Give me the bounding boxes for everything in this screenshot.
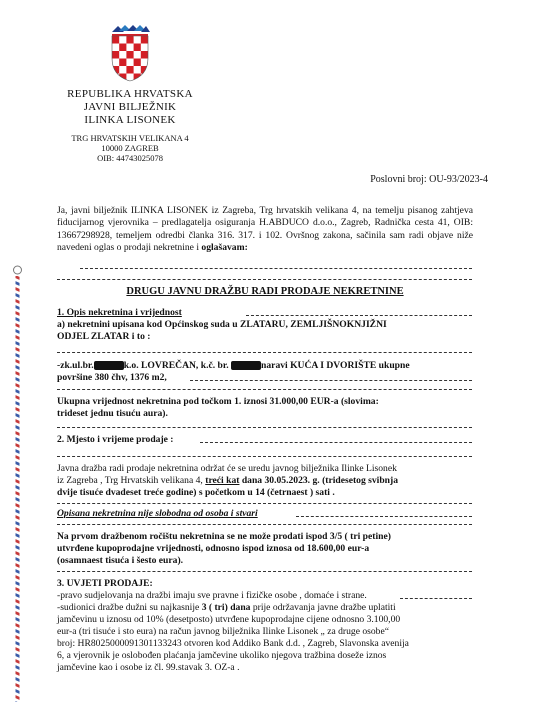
office-header (40, 88, 220, 127)
section-1a-line-2: ODJEL ZLATAR i to : (57, 331, 151, 342)
section-3-heading: 3. UVJETI PRODAJE: (57, 578, 153, 589)
section-1a-line-1: a) nekretnini upisana kod Općinskog suda u ZLATARU, ZEMLJIŠNOKNJIŽNI (57, 319, 387, 330)
header-line-6: OIB: 44743025078 (97, 152, 163, 163)
section-2-heading: 2. Mjesto i vrijeme prodaje : (57, 434, 174, 445)
office-address (40, 134, 220, 163)
coat-of-arms-icon (108, 24, 152, 82)
minimum-price-line-3: (osamnaest tisuća i šesto eura). (57, 555, 184, 566)
conditions-line-1: -pravo sudjelovanja na dražbi imaju sve pravne i fizičke osobe , domaće i strane. (57, 590, 367, 601)
document-title: DRUGU JAVNU DRAŽBU RADI PRODAJE NEKRETNINE (126, 286, 404, 297)
divider (57, 352, 472, 353)
conditions-line-7: jamčevine kao i osobe iz čl. 99.stavak 3. OZ-a . (57, 662, 240, 673)
redacted-block (231, 361, 261, 370)
intro-end: oglašavam: (201, 241, 248, 253)
divider (57, 389, 472, 390)
conditions-line-5: broj: HR8025000091301133243 otvoren kod Addiko Bank d.d. , Zagreb, Slavonska avenija (57, 638, 409, 649)
header-line-1: REPUBLIKA HRVATSKA (67, 88, 193, 100)
land-registry-entry: -zk.ul.br. k.o. LOVREČAN, k.č. br. naravi KUĆA I DVORIŠTE ukupne (57, 360, 410, 371)
header-line-5: 10000 ZAGREB (101, 142, 159, 153)
minimum-price-line-2: utvrđene kupoprodajne vrijednosti, odnosno ispod iznosa od 18.600,00 eur-a (57, 543, 370, 554)
conditions-line-6: 6, a vjerovnik je oslobođen plaćanja jamčevine ukoliko njegova tražbina doseže iznos (57, 650, 387, 661)
conditions-line-3: jamčevinu u iznosu od 10% (desetposto) utvrđene kupoprodajne cijene odnosno 3.100,00 (57, 614, 401, 625)
auction-place-line-3: dvije tisuće dvadeset treće godine) s početkom u 14 (četrnaest ) sati . (57, 487, 335, 498)
divider (80, 268, 472, 269)
divider (57, 571, 472, 572)
header-line-4: TRG HRVATSKIH VELIKANA 4 (71, 133, 189, 143)
divider (57, 456, 472, 457)
conditions-line-2: -sudionici dražbe dužni su najkasnije 3 ( tri) dana prije održavanja javne dražbe uplatiti (57, 602, 396, 613)
land-registry-area: površine 380 čhv, 1376 m2, (57, 372, 167, 383)
header-line-3: ILINKA LISONEK (84, 114, 176, 126)
intro-paragraph (57, 205, 473, 254)
divider (400, 598, 472, 599)
divider (57, 427, 472, 428)
divider (246, 315, 472, 316)
occupancy-note: Opisana nekretnina nije slobodna od osoba i stvari (57, 508, 258, 519)
conditions-line-4: eur-a (tri tisuće i sto eura) na račun javnog bilježnika Ilinke Lisonek „ za druge osobe“ (57, 626, 389, 637)
divider (57, 279, 472, 280)
divider (190, 380, 472, 381)
minimum-price-line-1: Na prvom dražbenom ročištu nekretnina se ne može prodati ispod 3/5 ( tri petine) (57, 531, 391, 542)
divider (57, 524, 472, 525)
divider (57, 503, 472, 504)
binding-thread-icon (13, 262, 22, 702)
auction-place-line-1: Javna dražba radi prodaje nekretnina održat će se uredu javnog bilježnika Ilinke Lisonek (57, 463, 397, 474)
total-value: Ukupna vrijednost nekretnina pod točkom 1. iznosi 31.000,00 EUR-a (slovima: (57, 396, 379, 407)
divider (200, 442, 472, 443)
divider (296, 516, 472, 517)
business-number: Poslovni broj: OU-93/2023-4 (370, 174, 488, 185)
section-1-heading: 1. Opis nekretnina i vrijednost (57, 307, 182, 318)
auction-place-line-2: iz Zagreba , Trg Hrvatskih velikana 4, treći kat dana 30.05.2023. g. (tridesetog svibnja (57, 475, 399, 486)
intro-text: Ja, javni bilježnik ILINKA LISONEK iz Zagreba, Trg hrvatskih velikana 4, na temelju pisanog zahtjeva fiducijarnog vjerovnika – predlagatelja osiguranja H.ABDUCO d.o.o., Zagreb, Radnička cesta 41, OIB: 13667298928, temeljem odredbi članka 316. 317. i 102. Ovršnog zakona, sačinila sam radi objave niže navedeni oglas o prodaji nekretnine i (57, 205, 473, 253)
redacted-block (94, 361, 124, 370)
header-line-2: JAVNI BILJEŽNIK (83, 101, 177, 113)
total-value-words: trideset jednu tisuću aura). (57, 408, 168, 419)
